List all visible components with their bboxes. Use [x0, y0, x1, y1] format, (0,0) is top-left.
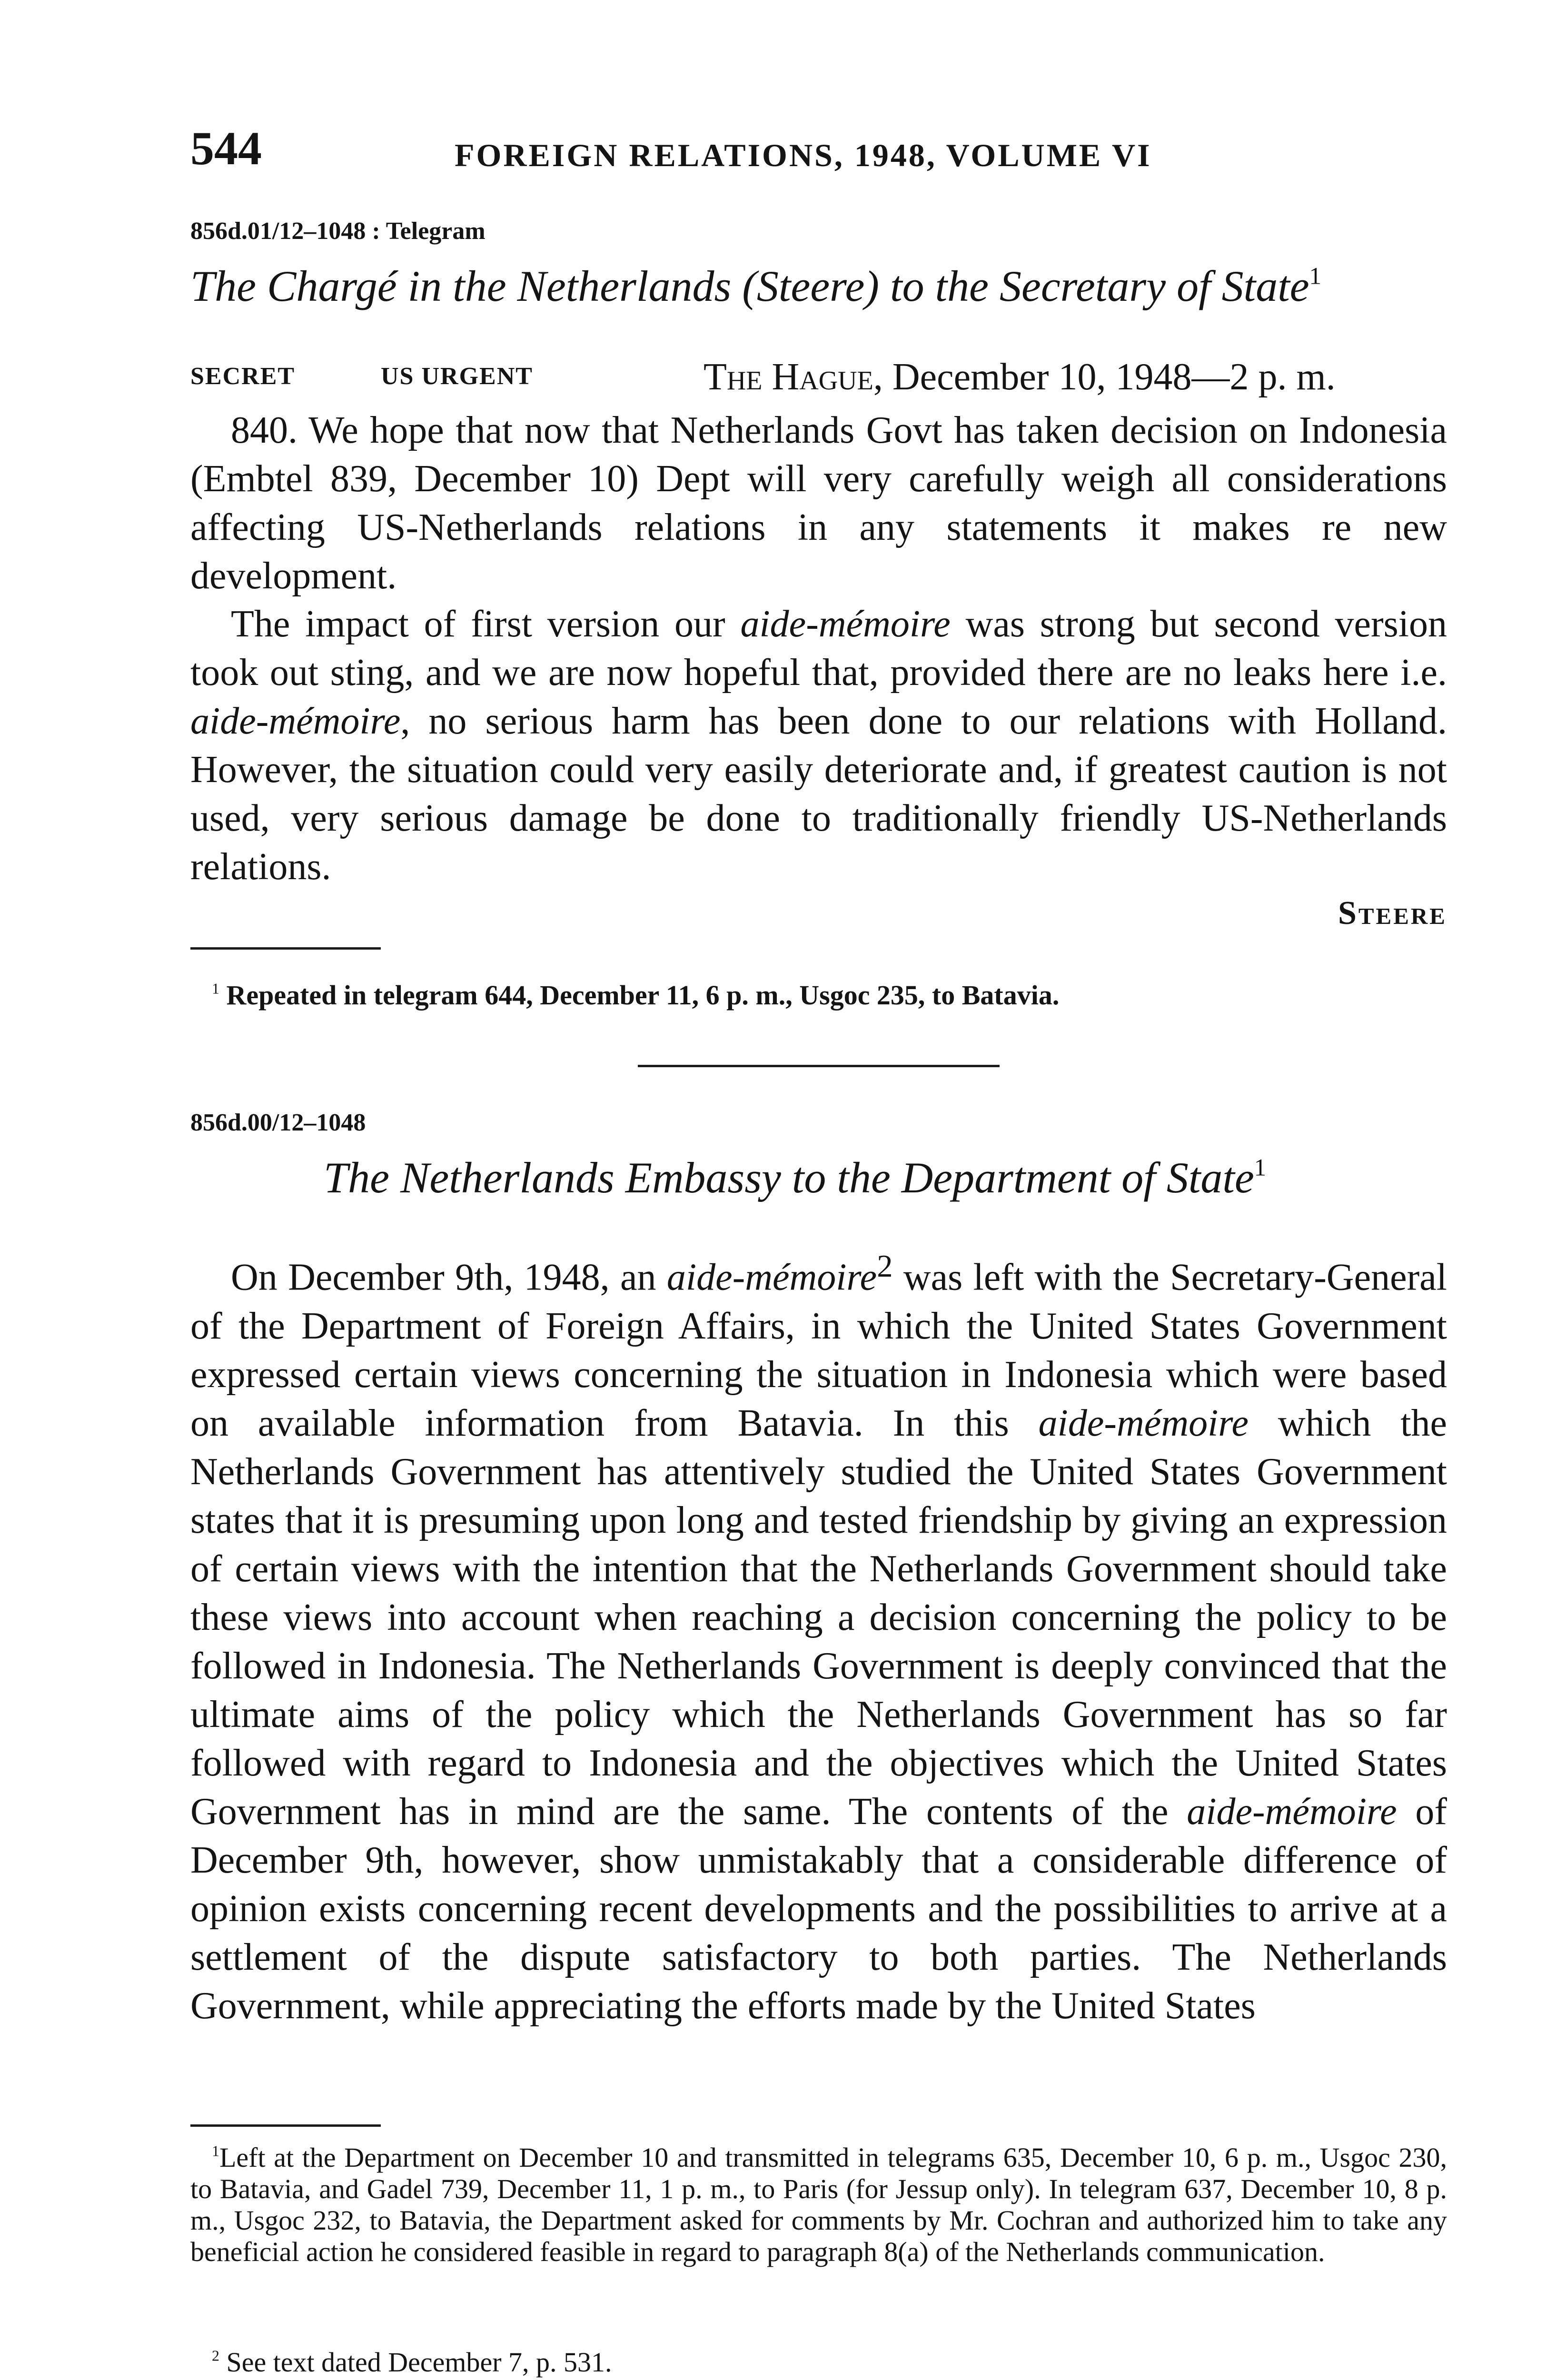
- doc1-title: [190, 264, 1321, 308]
- doc1-classification: SECRET: [190, 363, 296, 390]
- doc1-urgency: US URGENT: [381, 363, 533, 390]
- doc2-footnote-2: [190, 2347, 1447, 2378]
- doc1-p2-text-b: was strong but second version took out sting, and we are now hopeful that, provided there are no leaks here i.e.: [190, 603, 1447, 694]
- doc1-file-number: 856d.01/12–1048 : Telegram: [190, 218, 486, 245]
- doc1-footnote-1: [190, 980, 1447, 1011]
- doc2-emphasis-2: aide-mémoire: [1038, 1402, 1249, 1444]
- doc2-title-footnote-mark: 1: [1254, 1154, 1267, 1181]
- doc1-footnote-text: Repeated in telegram 644, December 11, 6 p. m., Usgoc 235, to Batavia.: [226, 980, 1060, 1011]
- doc1-title-text: The Chargé in the Netherlands (Steere) to the Secretary of State: [190, 262, 1309, 310]
- doc1-dateline-place: The Hague,: [704, 356, 883, 398]
- doc1-dateline: [704, 358, 1336, 396]
- running-title: FOREIGN RELATIONS, 1948, VOLUME VI: [455, 137, 1152, 173]
- doc2-text-c: which the Netherlands Government has attentively studied the United States Government states that it is presuming upon long and tested friendship by giving an expression of certain views with the intention that the Netherlands Government should take these views into account when reaching a decision concerning the policy to be followed in Indonesia. The Netherlands Government is deeply convinced that the ultimate aims of the policy which the Netherlands Government has so far followed with regard to Indonesia and the objectives which the United States Government has in mind are the same. The contents of the: [190, 1402, 1447, 1833]
- page-number: 544: [190, 122, 262, 175]
- doc2-footnote-1-mark: 1: [212, 2142, 219, 2160]
- doc1-p2-text-a: The impact of first version our: [231, 603, 741, 645]
- doc2-emphasis-1: aide-mémoire: [666, 1256, 877, 1299]
- doc2-paragraph-1: [190, 1242, 1447, 2030]
- section-divider: [638, 1065, 1000, 1067]
- doc1-p2-text-c: , no serious harm has been done to our relations with Holland. However, the situation could very easily deteriorate and, if greatest caution is not used, very serious damage be done to traditionally friendly US-Netherlands relations.: [190, 700, 1447, 888]
- doc2-title: [324, 1153, 1267, 1202]
- doc2-title-text: The Netherlands Embassy to the Department of State: [324, 1153, 1254, 1202]
- doc1-p2-emphasis-1: aide-mémoire: [740, 603, 951, 645]
- doc1-signature: Steere: [1338, 895, 1447, 932]
- doc2-footnote-2-mark: 2: [212, 2347, 219, 2364]
- doc1-paragraph-1: 840. We hope that now that Netherlands Govt has taken decision on Indonesia (Embtel 839, December 10) Dept will very carefully weigh all considerations affecting US-Netherlands relations in any statements it makes re new development.: [190, 409, 1447, 597]
- doc2-file-number: 856d.00/12–1048: [190, 1109, 366, 1136]
- doc2-footnote-2-text: See text dated December 7, p. 531.: [226, 2347, 612, 2378]
- doc2-emphasis-3: aide-mémoire: [1187, 1790, 1397, 1833]
- doc1-paragraph-2: [190, 600, 1447, 891]
- footnote-rule-2: [190, 2124, 381, 2127]
- doc1-p2-emphasis-2: aide-mémoire: [190, 700, 401, 742]
- doc2-text-a: On December 9th, 1948, an: [231, 1256, 667, 1299]
- doc1-dateline-date: December 10, 1948—2 p. m.: [892, 356, 1336, 398]
- doc1-footnote-mark: 1: [212, 980, 219, 997]
- footnote-rule-1: [190, 947, 381, 950]
- doc2-footnote-ref-2: 2: [877, 1249, 893, 1284]
- doc2-text-b: was left with the Secretary-General of the Department of Foreign Affairs, in which the United States Government expressed certain views concerning the situation in Indonesia which were based on available information from Batavia. In this: [190, 1256, 1447, 1444]
- doc2-footnote-1: [190, 2142, 1447, 2268]
- doc1-title-footnote-mark: 1: [1309, 262, 1321, 289]
- doc2-text-d: of December 9th, however, show unmistakably that a considerable difference of opinion exists concerning recent developments and the possibilities to arrive at a settlement of the dispute satisfactory to both parties. The Netherlands Government, while appreciating the efforts made by the United States: [190, 1790, 1447, 2027]
- doc2-footnote-1-text: Left at the Department on December 10 and transmitted in telegrams 635, December 10, 6 p. m., Usgoc 230, to Batavia, and Gadel 739, December 11, 1 p. m., to Paris (for Jessup only). In telegram 637, December 10, 8 p. m., Usgoc 232, to Batavia, the Department asked for comments by Mr. Cochran and authorized him to take any beneficial action he considered feasible in regard to paragraph 8(a) of the Netherlands communication.: [190, 2142, 1447, 2267]
